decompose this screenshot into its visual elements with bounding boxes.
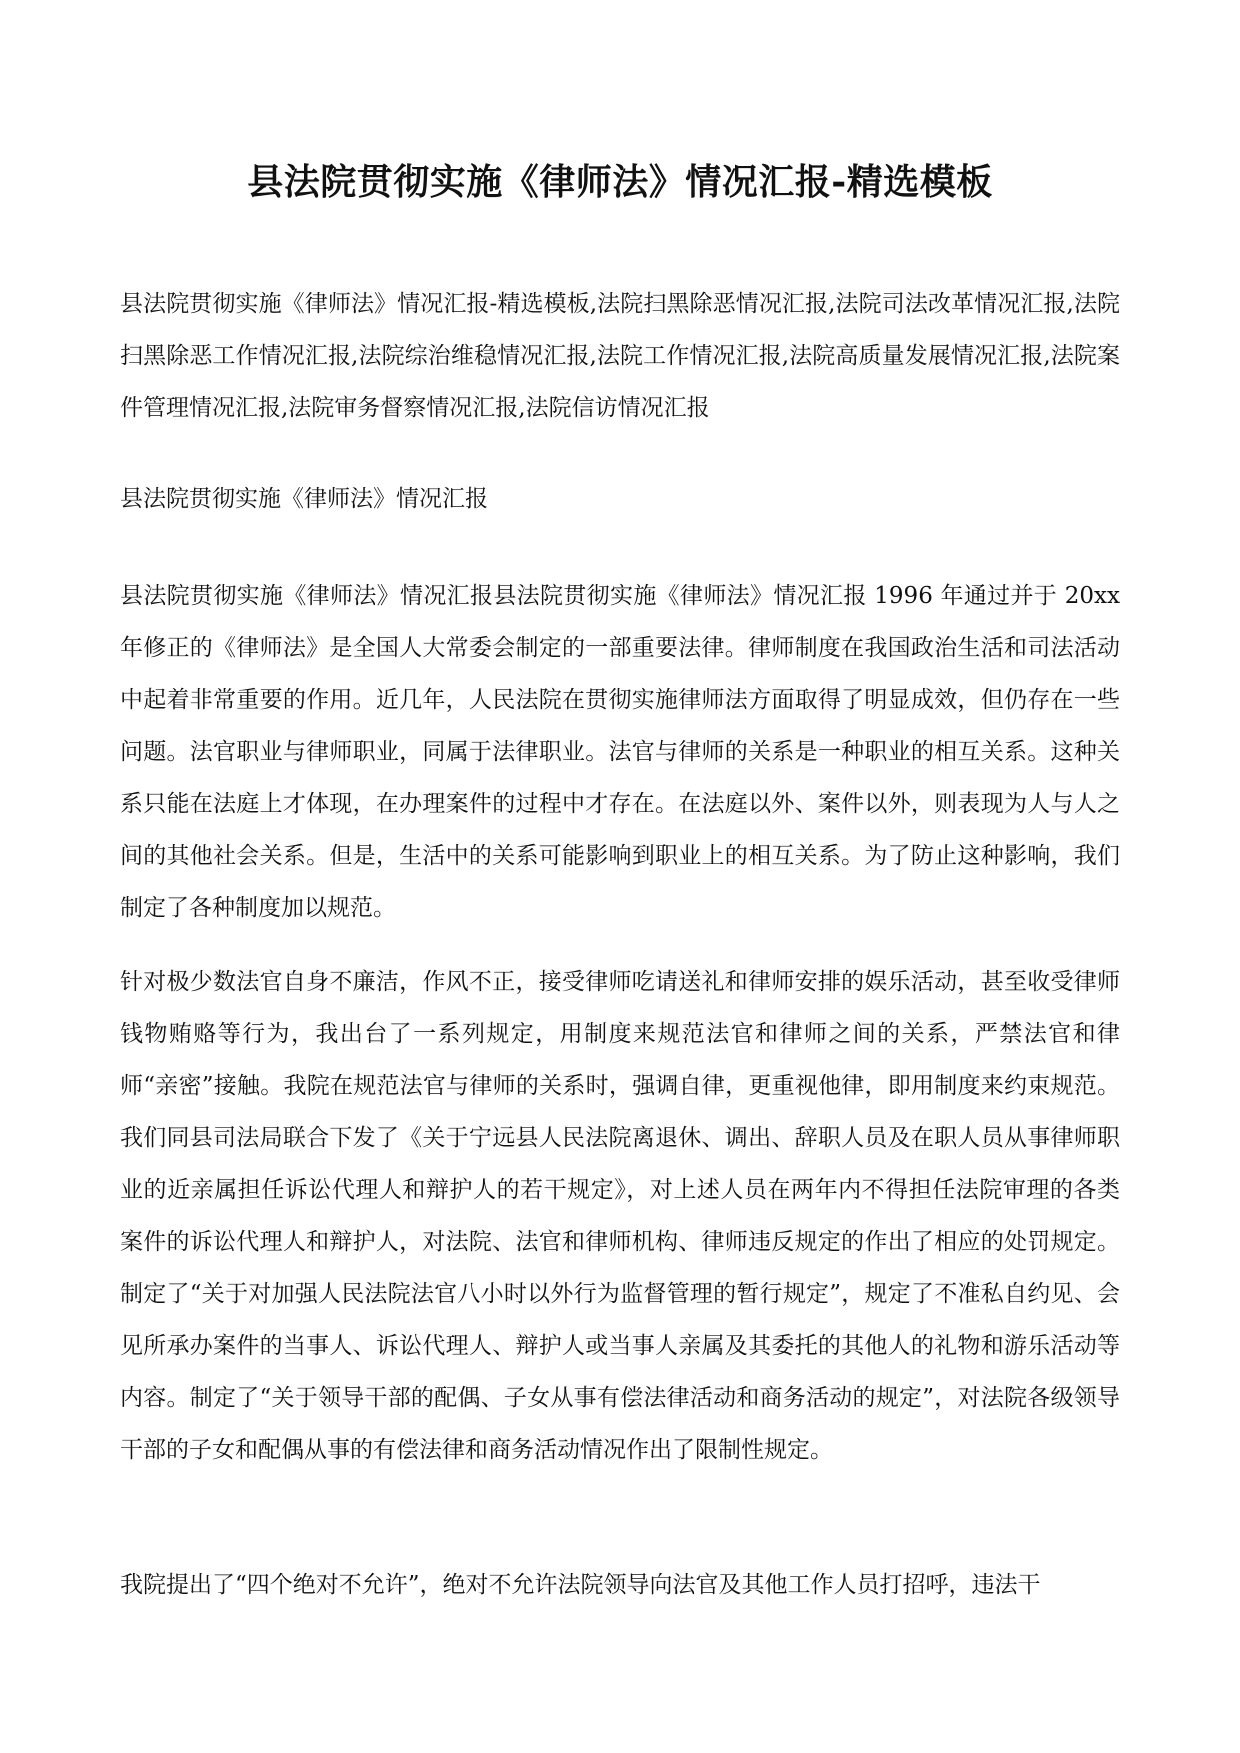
document-title: 县法院贯彻实施《律师法》情况汇报-精选模板: [247, 161, 993, 203]
keywords-paragraph: 县法院贯彻实施《律师法》情况汇报-精选模板,法院扫黑除恶情况汇报,法院司法改革情况汇报,法院扫黑除恶工作情况汇报,法院综治维稳情况汇报,法院工作情况汇报,法院高质量发展情况汇报,法院案件管理情况汇报,法院审务督察情况汇报,法院信访情况汇报: [120, 291, 1120, 421]
document-subtitle: 县法院贯彻实施《律师法》情况汇报: [120, 486, 488, 512]
body-paragraph: 县法院贯彻实施《律师法》情况汇报县法院贯彻实施《律师法》情况汇报 1996 年通过并于 20xx 年修正的《律师法》是全国人大常委会制定的一部重要法律。律师制度在我国政治生活和司法活动中起着非常重要的作用。近几年，人民法院在贯彻实施律师法方面取得了明显成效，但仍存在一些问题。法官职业与律师职业，同属于法律职业。法官与律师的关系是一种职业的相互关系。这种关系只能在法庭上才体现，在办理案件的过程中才存在。在法庭以外、案件以外，则表现为人与人之间的其他社会关系。但是，生活中的关系可能影响到职业上的相互关系。为了防止这种影响，我们制定了各种制度加以规范。: [120, 583, 1120, 921]
body-paragraph: 针对极少数法官自身不廉洁，作风不正，接受律师吃请送礼和律师安排的娱乐活动，甚至收受律师钱物贿赂等行为，我出台了一系列规定，用制度来规范法官和律师之间的关系，严禁法官和律师“亲密”接触。我院在规范法官与律师的关系时，强调自律，更重视他律，即用制度来约束规范。我们同县司法局联合下发了《关于宁远县人民法院离退休、调出、辞职人员及在职人员从事律师职业的近亲属担任诉讼代理人和辩护人的若干规定》，对上述人员在两年内不得担任法院审理的各类案件的诉讼代理人和辩护人，对法院、法官和律师机构、律师违反规定的作出了相应的处罚规定。制定了“关于对加强人民法院法官八小时以外行为监督管理的暂行规定”，规定了不准私自约见、会见所承办案件的当事人、诉讼代理人、辩护人或当事人亲属及其委托的其他人的礼物和游乐活动等内容。制定了“关于领导干部的配偶、子女从事有偿法律活动和商务活动的规定”，对法院各级领导干部的子女和配偶从事的有偿法律和商务活动情况作出了限制性规定。: [120, 969, 1120, 1463]
body-paragraph: 我院提出了“四个绝对不允许”，绝对不允许法院领导向法官及其他工作人员打招呼，违法干: [120, 1572, 1041, 1598]
